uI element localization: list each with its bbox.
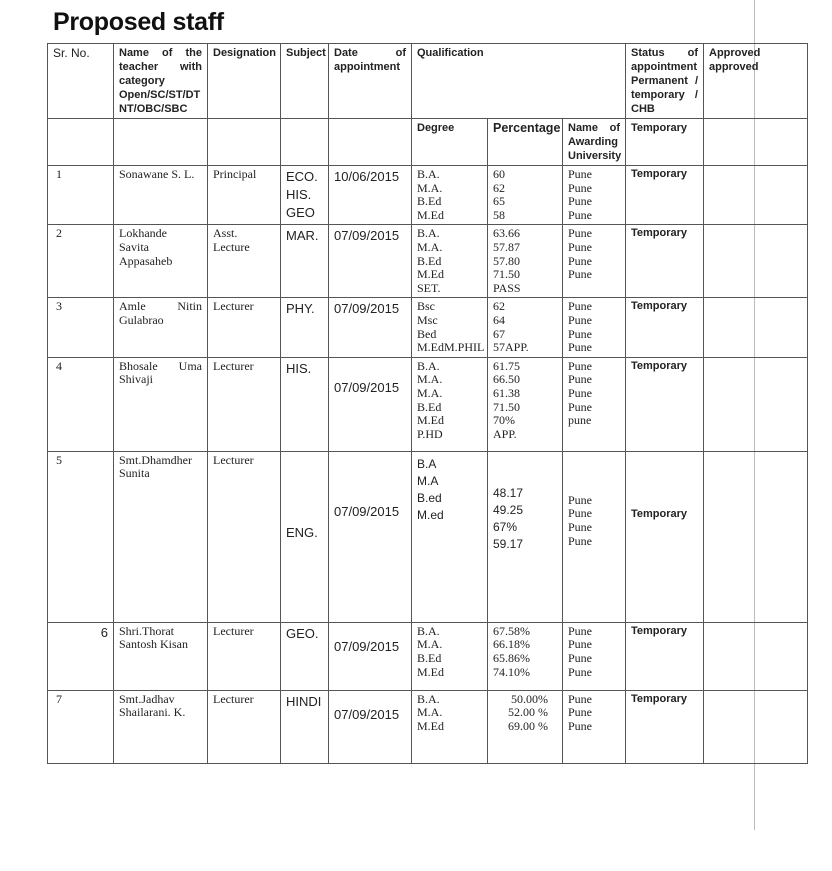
sr-no-cell: 5	[48, 451, 114, 622]
appointment-date-cell: 07/09/2015	[329, 690, 412, 763]
status-cell: Temporary	[626, 622, 704, 690]
empty-cell	[281, 119, 329, 166]
table-row	[48, 225, 808, 298]
subject-cell: MAR.	[281, 225, 329, 298]
sr-no-cell: 6	[48, 622, 114, 690]
header-sr-no: Sr. No.	[48, 44, 114, 119]
percentage-cell: 61.75 66.50 61.38 71.50 70% APP.	[488, 357, 563, 451]
empty-cell	[329, 119, 412, 166]
subject-cell: HIS.	[281, 357, 329, 451]
approved-cell	[704, 451, 808, 622]
teacher-name-cell: Amle Nitin Gulabrao	[114, 298, 208, 357]
table-row	[48, 690, 808, 763]
degree-cell: B.A. M.A. B.Ed M.Ed	[412, 622, 488, 690]
empty-cell	[704, 119, 808, 166]
status-cell: Temporary	[626, 298, 704, 357]
teacher-name-cell: Shri.Thorat Santosh Kisan	[114, 622, 208, 690]
appointment-date-cell: 07/09/2015	[329, 357, 412, 451]
header-qualification: Qualification	[412, 44, 626, 119]
approved-cell	[704, 357, 808, 451]
percentage-cell: 62 64 67 57APP.	[488, 298, 563, 357]
approved-cell	[704, 225, 808, 298]
university-cell: Pune Pune Pune Pune	[563, 622, 626, 690]
teacher-name-cell: Lokhande Savita Appasaheb	[114, 225, 208, 298]
teacher-name-cell: Smt.Dhamdher Sunita	[114, 451, 208, 622]
university-cell: Pune Pune Pune Pune pune	[563, 357, 626, 451]
subject-cell: HINDI	[281, 690, 329, 763]
sr-no-cell: 7	[48, 690, 114, 763]
appointment-date-cell: 07/09/2015	[329, 298, 412, 357]
sr-no-cell: 3	[48, 298, 114, 357]
approved-cell	[704, 690, 808, 763]
percentage-cell: 48.17 49.25 67% 59.17	[488, 451, 563, 622]
designation-cell: Lecturer	[208, 451, 281, 622]
subject-cell: ENG.	[281, 451, 329, 622]
designation-cell: Lecturer	[208, 690, 281, 763]
header-degree: Degree	[412, 119, 488, 166]
teacher-name-cell: Bhosale Uma Shivaji	[114, 357, 208, 451]
header-status: Status of appointment Permanent / temporary / CHB	[626, 44, 704, 119]
status-cell: Temporary	[626, 357, 704, 451]
designation-cell: Principal	[208, 166, 281, 225]
approved-cell	[704, 622, 808, 690]
header-percentage: Percentage	[488, 119, 563, 166]
degree-cell: B.A. M.A. B.Ed M.Ed SET.	[412, 225, 488, 298]
percentage-cell: 60 62 65 58	[488, 166, 563, 225]
subheader-row	[48, 119, 808, 166]
teacher-name-cell: Smt.Jadhav Shailarani. K.	[114, 690, 208, 763]
table-row	[48, 166, 808, 225]
header-date: Date of appointment	[329, 44, 412, 119]
header-designation: Designation	[208, 44, 281, 119]
appointment-date-cell: 07/09/2015	[329, 622, 412, 690]
approved-cell	[704, 166, 808, 225]
degree-cell: B.A M.A B.ed M.ed	[412, 451, 488, 622]
table-row	[48, 298, 808, 357]
designation-cell: Asst. Lecture	[208, 225, 281, 298]
sr-no-cell: 4	[48, 357, 114, 451]
percentage-cell: 50.00% 52.00 % 69.00 %	[488, 690, 563, 763]
university-cell: Pune Pune Pune	[563, 690, 626, 763]
subject-cell: ECO. HIS. GEO	[281, 166, 329, 225]
page-title: Proposed staff	[53, 8, 224, 36]
sr-no-cell: 1	[48, 166, 114, 225]
table-row	[48, 622, 808, 690]
percentage-cell: 67.58% 66.18% 65.86% 74.10%	[488, 622, 563, 690]
status-cell: Temporary	[626, 166, 704, 225]
percentage-cell: 63.66 57.87 57.80 71.50 PASS	[488, 225, 563, 298]
empty-cell	[208, 119, 281, 166]
empty-cell	[48, 119, 114, 166]
designation-cell: Lecturer	[208, 298, 281, 357]
university-cell: Pune Pune Pune Pune	[563, 225, 626, 298]
designation-cell: Lecturer	[208, 622, 281, 690]
header-approved: Approved approved	[704, 44, 808, 119]
table-row	[48, 451, 808, 622]
table-row	[48, 357, 808, 451]
header-name: Name of the teacher with category Open/SC/ST/DT NT/OBC/SBC	[114, 44, 208, 119]
status-cell: Temporary	[626, 690, 704, 763]
subject-cell: GEO.	[281, 622, 329, 690]
approved-cell	[704, 298, 808, 357]
degree-cell: B.A. M.A. B.Ed M.Ed	[412, 166, 488, 225]
header-row	[48, 44, 808, 119]
designation-cell: Lecturer	[208, 357, 281, 451]
subject-cell: PHY.	[281, 298, 329, 357]
header-subject: Subject	[281, 44, 329, 119]
status-cell: Temporary	[626, 451, 704, 622]
staff-table	[47, 43, 808, 764]
appointment-date-cell: 07/09/2015	[329, 451, 412, 622]
university-cell: Pune Pune Pune Pune	[563, 451, 626, 622]
sr-no-cell: 2	[48, 225, 114, 298]
appointment-date-cell: 10/06/2015	[329, 166, 412, 225]
degree-cell: Bsc Msc Bed M.EdM.PHIL	[412, 298, 488, 357]
status-cell: Temporary	[626, 225, 704, 298]
degree-cell: B.A. M.A. M.Ed	[412, 690, 488, 763]
university-cell: Pune Pune Pune Pune	[563, 166, 626, 225]
header-university: Name of Awarding University	[563, 119, 626, 166]
appointment-date-cell: 07/09/2015	[329, 225, 412, 298]
university-cell: Pune Pune Pune Pune	[563, 298, 626, 357]
empty-cell	[114, 119, 208, 166]
header-status-temporary: Temporary	[626, 119, 704, 166]
staff-table-container	[47, 43, 761, 764]
degree-cell: B.A. M.A. M.A. B.Ed M.Ed P.HD	[412, 357, 488, 451]
teacher-name-cell: Sonawane S. L.	[114, 166, 208, 225]
